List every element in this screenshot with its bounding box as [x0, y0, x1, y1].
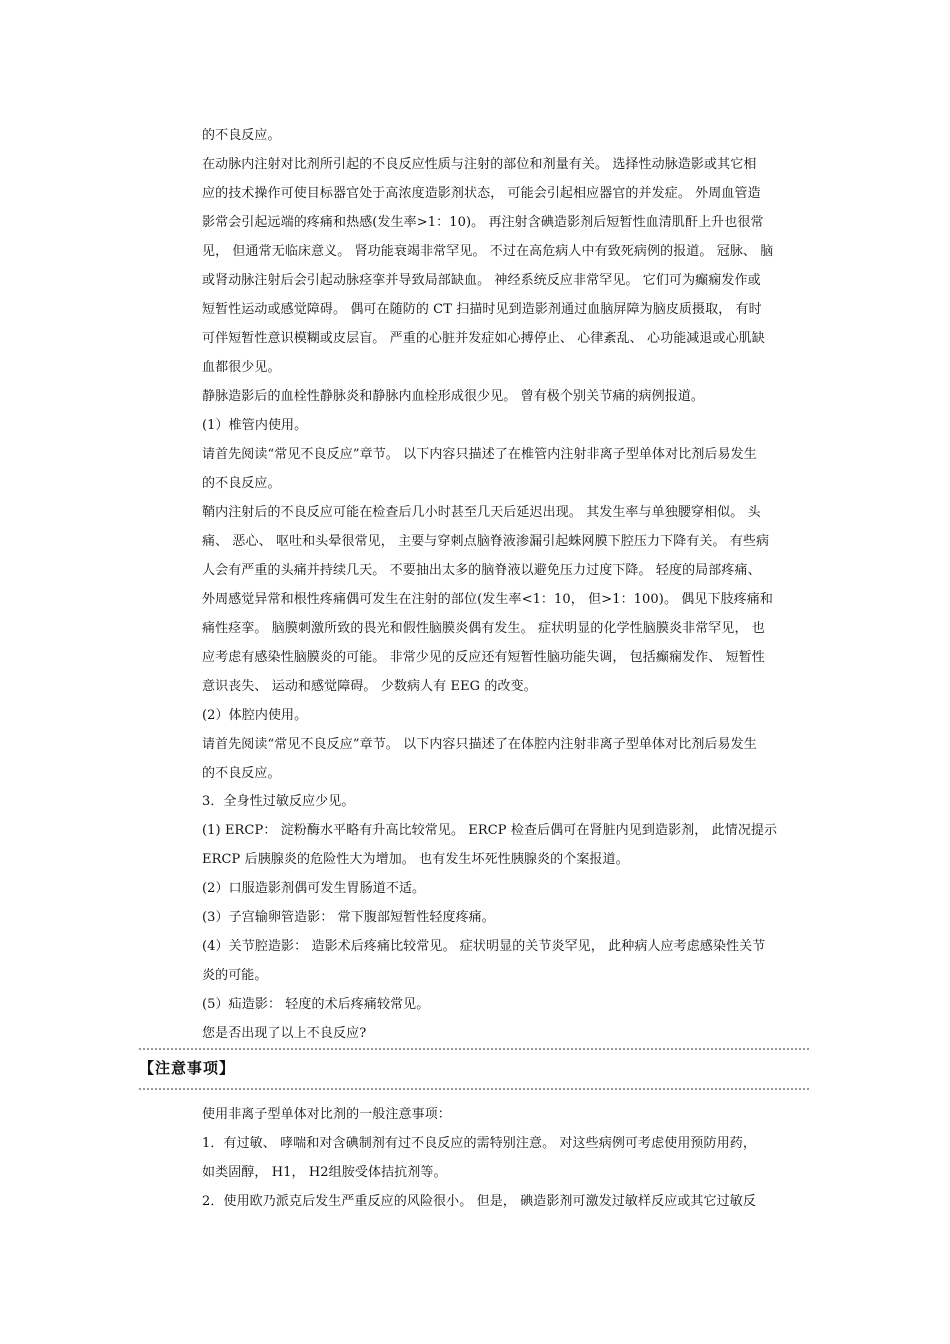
text-line: 可伴短暂性意识模糊或皮层盲。 严重的心脏并发症如心搏停止、 心律紊乱、 心功能减退或心肌缺 [202, 331, 765, 346]
note-line: 使用非离子型单体对比剂的一般注意事项： [202, 1107, 451, 1122]
text-line: ERCP 后胰腺炎的危险性大为增加。 也有发生坏死性胰腺炎的个案报道。 [202, 852, 629, 867]
text-line: (5）疝造影： 轻度的术后疼痛较常见。 [202, 997, 430, 1012]
list-heading: 3．全身性过敏反应少见。 [202, 794, 355, 809]
text-line: 见， 但通常无临床意义。 肾功能衰竭非常罕见。 不过在高危病人中有致死病例的报道。 冠脉、 脑 [202, 244, 774, 259]
list-heading: (1）椎管内使用。 [202, 418, 308, 433]
text-line: 应考虑有感染性脑膜炎的可能。 非常少见的反应还有短暂性脑功能失调， 包括癫痫发作、 短暂性 [202, 650, 765, 665]
text-line: (2）口服造影剂偶可发生胃肠道不适。 [202, 881, 426, 896]
dotted-divider [139, 1048, 809, 1050]
text-line: 短暂性运动或感觉障碍。 偶可在随防的 CT 扫描时见到造影剂通过血脑屏障为脑皮质摄取， 有时 [202, 302, 762, 317]
text-line: 的不良反应。 [202, 766, 281, 781]
text-line: (1) ERCP： 淀粉酶水平略有升高比较常见。 ERCP 检查后偶可在肾脏内见到造影剂， 此情况提示 [202, 823, 778, 838]
note-line: 如类固醇， H1， H2组胺受体拮抗剂等。 [202, 1165, 447, 1180]
text-line: 外周感觉异常和根性疼痛偶可发生在注射的部位(发生率<1：10， 但>1：100)。 偶见下肢疼痛和 [202, 592, 773, 607]
text-line: (4）关节腔造影： 造影术后疼痛比较常见。 症状明显的关节炎罕见， 此种病人应考虑感染性关节 [202, 939, 766, 954]
text-line: 应的技术操作可使目标器官处于高浓度造影剂状态， 可能会引起相应器官的并发症。 外周血管造 [202, 186, 761, 201]
text-line: 意识丧失、 运动和感觉障碍。 少数病人有 EEG 的改变。 [202, 679, 537, 694]
text-line: 影常会引起远端的疼痛和热感(发生率>1：10)。 再注射含碘造影剂后短暂性血清肌酐上升也很常 [202, 215, 764, 230]
dotted-divider [139, 1088, 809, 1090]
text-line: 在动脉内注射对比剂所引起的不良反应性质与注射的部位和剂量有关。 选择性动脉造影或其它相 [202, 157, 757, 172]
text-line: 的不良反应。 [202, 476, 281, 491]
text-line: 请首先阅读“常见不良反应”章节。 以下内容只描述了在体腔内注射非离子型单体对比剂后易发生 [202, 737, 757, 752]
text-line: 鞘内注射后的不良反应可能在检查后几小时甚至几天后延迟出现。 其发生率与单独腰穿相似。 头 [202, 505, 761, 520]
text-line: 痛、 恶心、 呕吐和头晕很常见， 主要与穿刺点脑脊液渗漏引起蛛网膜下腔压力下降有关。 有些病 [202, 534, 770, 549]
text-line: 您是否出现了以上不良反应? [202, 1026, 367, 1041]
list-heading: (2）体腔内使用。 [202, 708, 308, 723]
text-line: (3）子宫输卵管造影： 常下腹部短暂性轻度疼痛。 [202, 910, 495, 925]
text-line: 痛性痉挛。 脑膜刺激所致的畏光和假性脑膜炎偶有发生。 症状明显的化学性脑膜炎非常罕见， 也 [202, 621, 765, 636]
text-line: 请首先阅读“常见不良反应”章节。 以下内容只描述了在椎管内注射非离子型单体对比剂后易发生 [202, 447, 757, 462]
text-line: 血都很少见。 [202, 360, 281, 375]
note-line: 2．使用欧乃派克后发生严重反应的风险很小。 但是， 碘造影剂可激发过敏样反应或其它过敏反 [202, 1194, 756, 1209]
text-line: 的不良反应。 [202, 128, 281, 143]
note-line: 1．有过敏、 哮喘和对含碘制剂有过不良反应的需特别注意。 对这些病例可考虑使用预防用药， [202, 1136, 756, 1151]
text-line: 人会有严重的头痛并持续几天。 不要抽出太多的脑脊液以避免压力过度下降。 轻度的局部疼痛、 [202, 563, 761, 578]
text-line: 炎的可能。 [202, 968, 268, 983]
section-title: 【注意事项】 [139, 1059, 236, 1077]
text-line: 静脉造影后的血栓性静脉炎和静脉内血栓形成很少见。 曾有极个别关节痛的病例报道。 [202, 389, 705, 404]
text-line: 或肾动脉注射后会引起动脉痉挛并导致局部缺血。 神经系统反应非常罕见。 它们可为癫痫发作或 [202, 273, 761, 288]
